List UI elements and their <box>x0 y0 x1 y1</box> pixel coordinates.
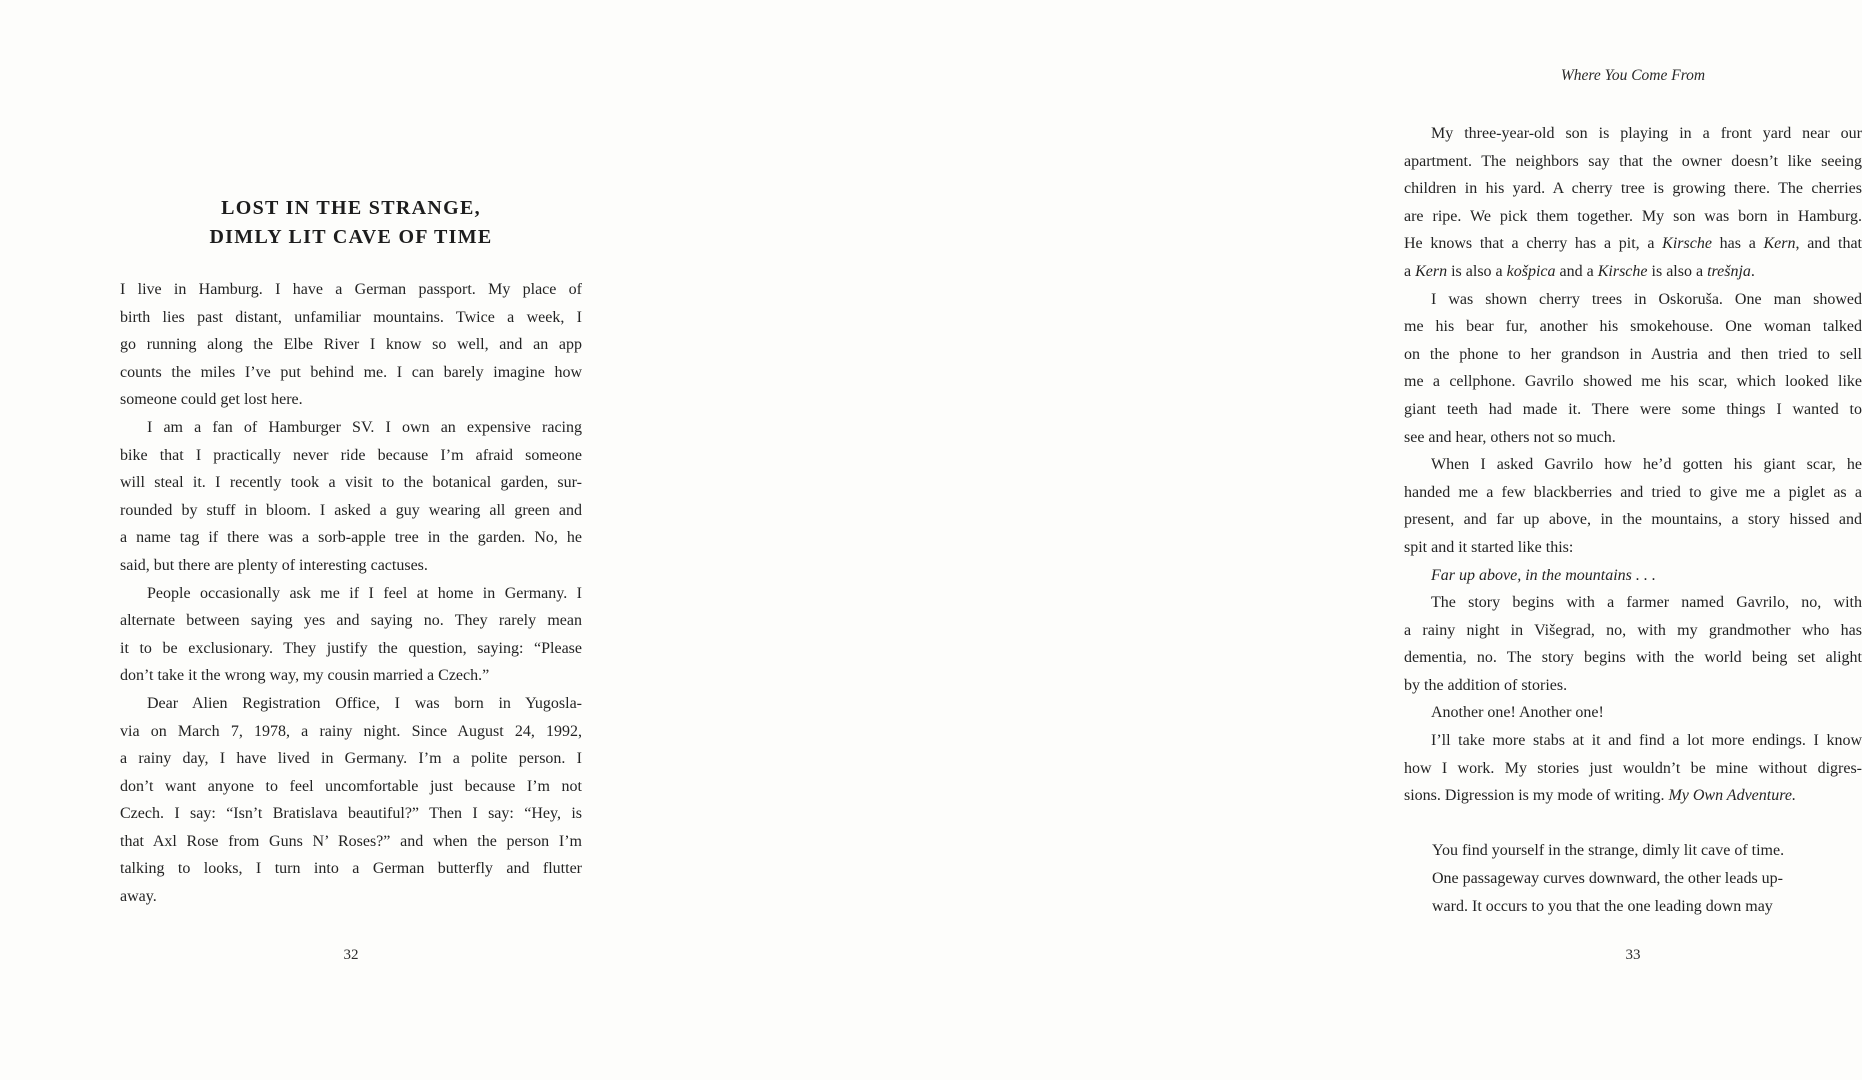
text-run: a name tag if there was a sorb-apple tree in the garden. No, he <box>120 529 582 547</box>
paragraph <box>120 414 582 580</box>
text-line <box>1404 368 1862 396</box>
text-run: apartment. The neighbors say that the owner doesn’t like seeing <box>1404 152 1862 170</box>
text-line <box>120 442 582 470</box>
text-run: You find yourself in the strange, dimly lit cave of time. <box>1432 842 1785 860</box>
text-run: Dear Alien Registration Office, I was born in Yugosla- <box>147 694 582 712</box>
text-line <box>120 718 582 746</box>
text-line <box>1404 424 1862 452</box>
text-run: I am a fan of Hamburger SV. I own an expensive racing <box>147 418 582 436</box>
page-number-right: 33 <box>1625 947 1641 963</box>
text-run: I’ll take more stabs at it and find a lot more endings. I know <box>1431 732 1862 750</box>
text-run: One passageway curves downward, the other leads up- <box>1432 870 1783 888</box>
text-line <box>1404 617 1862 645</box>
text-line <box>120 276 582 304</box>
text-run: bike that I practically never ride because I’m afraid someone <box>120 446 582 464</box>
text-line <box>1404 203 1862 231</box>
text-run: alternate between saying yes and saying no. They rarely mean <box>120 612 582 630</box>
block-quote <box>1432 837 1860 920</box>
text-line <box>1404 727 1862 755</box>
chapter-title-line-2: DIMLY LIT CAVE OF TIME <box>209 226 493 248</box>
text-run: someone could get lost here. <box>120 391 303 409</box>
paragraph <box>120 690 582 911</box>
italic-run: My Own Adventure. <box>1668 787 1796 805</box>
text-line <box>1404 286 1862 314</box>
paragraph <box>1404 286 1862 452</box>
text-run: a rainy night in Višegrad, no, with my grandmother who has <box>1404 621 1862 639</box>
text-line <box>120 745 582 773</box>
text-run: The story begins with a farmer named Gavrilo, no, with <box>1431 594 1862 612</box>
text-line <box>1404 451 1862 479</box>
text-run: a rainy day, I have lived in Germany. I’m a polite person. I <box>120 750 582 768</box>
text-run: via on March 7, 1978, a rainy night. Since August 24, 1992, <box>120 722 582 740</box>
text-run: When I asked Gavrilo how he’d gotten his giant scar, he <box>1431 456 1862 474</box>
text-line <box>1404 699 1862 727</box>
text-line <box>120 828 582 856</box>
text-line <box>1404 672 1862 700</box>
text-run: on the phone to her grandson in Austria and then tried to sell <box>1404 345 1862 363</box>
italic-run: trešnja <box>1707 262 1751 280</box>
text-line <box>120 414 582 442</box>
text-line <box>120 690 582 718</box>
text-run: children in his yard. A cherry tree is growing there. The cherries <box>1404 180 1862 198</box>
text-run: go running along the Elbe River I know so well, and an app <box>120 336 582 354</box>
running-header: Where You Come From <box>1560 67 1706 84</box>
text-line <box>1404 562 1862 590</box>
text-line <box>1404 782 1862 810</box>
text-run: said, but there are plenty of interesting cactuses. <box>120 556 428 574</box>
paragraph <box>1404 451 1862 561</box>
text-line <box>1404 479 1862 507</box>
text-line <box>1404 258 1862 286</box>
text-line <box>1432 837 1860 865</box>
text-run: birth lies past distant, unfamiliar mountains. Twice a week, I <box>120 308 582 326</box>
text-run: me a cellphone. Gavrilo showed me his scar, which looked like <box>1404 373 1862 391</box>
chapter-title <box>120 194 582 252</box>
text-run: see and hear, others not so much. <box>1404 428 1616 446</box>
text-run: don’t take it the wrong way, my cousin married a Czech.” <box>120 667 490 685</box>
text-line <box>120 359 582 387</box>
text-run: talking to looks, I turn into a German butterfly and flutter <box>120 860 582 878</box>
page-right <box>655 0 1862 1080</box>
paragraph <box>1404 699 1862 727</box>
text-run: , and that <box>1795 235 1862 253</box>
text-run: sions. Digression is my mode of writing. <box>1404 787 1669 805</box>
text-run: counts the miles I’ve put behind me. I can barely imagine how <box>120 363 582 381</box>
text-line <box>120 580 582 608</box>
text-run: a <box>1404 262 1416 280</box>
text-run: it to be exclusionary. They justify the question, saying: “Please <box>120 639 582 657</box>
italic-run: Kirsche <box>1597 262 1648 280</box>
paragraph <box>1404 727 1862 810</box>
text-line <box>1404 506 1862 534</box>
text-line <box>1404 175 1862 203</box>
text-run: spit and it started like this: <box>1404 538 1574 556</box>
text-run: . <box>1750 262 1755 280</box>
text-run: away. <box>120 888 157 906</box>
text-run: is also a <box>1647 262 1708 280</box>
right-page-body-text <box>1404 120 1862 920</box>
text-run: is also a <box>1447 262 1507 280</box>
text-line <box>1404 313 1862 341</box>
text-run: Czech. I say: “Isn’t Bratislava beautiful?” Then I say: “Hey, is <box>120 805 582 823</box>
text-run: that Axl Rose from Guns N’ Roses?” and when the person I’m <box>120 832 582 850</box>
page-left <box>0 0 655 1080</box>
text-run: People occasionally ask me if I feel at home in Germany. I <box>147 584 582 602</box>
text-line <box>120 800 582 828</box>
text-line <box>1404 120 1862 148</box>
paragraph <box>1404 120 1862 286</box>
text-line <box>1404 148 1862 176</box>
paragraph <box>1404 589 1862 699</box>
chapter-title-line-1: LOST IN THE STRANGE, <box>221 197 481 219</box>
text-run: ward. It occurs to you that the one leading down may <box>1432 897 1773 915</box>
text-line <box>1404 341 1862 369</box>
text-run: how I work. My stories just wouldn’t be mine without digres- <box>1404 759 1862 777</box>
text-run: I was shown cherry trees in Oskoruša. One man showed <box>1431 290 1862 308</box>
italic-run: Kirsche <box>1662 235 1712 253</box>
text-line <box>1404 644 1862 672</box>
text-line <box>120 331 582 359</box>
text-line <box>120 607 582 635</box>
text-run: handed me a few blackberries and tried to give me a piglet as a <box>1404 483 1862 501</box>
left-page-body-text <box>120 276 582 911</box>
text-line <box>1404 589 1862 617</box>
italic-run: Kern <box>1415 262 1448 280</box>
text-line <box>120 304 582 332</box>
text-line <box>120 883 582 911</box>
text-run: don’t want anyone to feel uncomfortable just because I’m not <box>120 777 582 795</box>
text-run: me his bear fur, another his smokehouse. One woman talked <box>1404 318 1862 336</box>
text-run: by the addition of stories. <box>1404 676 1568 694</box>
text-run: will steal it. I recently took a visit to the botanical garden, sur- <box>120 474 582 492</box>
paragraph <box>120 276 582 414</box>
text-line <box>1404 755 1862 783</box>
italic-run: Far up above, in the mountains . . . <box>1431 566 1656 584</box>
text-line <box>120 662 582 690</box>
paragraph <box>120 580 582 690</box>
paragraph <box>1404 562 1862 590</box>
text-line <box>120 635 582 663</box>
text-line <box>120 386 582 414</box>
text-run: present, and far up above, in the mountains, a story hissed and <box>1404 511 1862 529</box>
text-line <box>120 855 582 883</box>
text-line <box>120 469 582 497</box>
text-run: and a <box>1555 262 1598 280</box>
text-line <box>1432 893 1860 921</box>
page-number-left: 32 <box>343 947 359 963</box>
italic-run: košpica <box>1506 262 1556 280</box>
text-line <box>1404 534 1862 562</box>
text-run: My three-year-old son is playing in a front yard near our <box>1431 125 1862 142</box>
text-run: rounded by stuff in bloom. I asked a guy wearing all green and <box>120 501 582 519</box>
text-line <box>120 773 582 801</box>
text-run: I live in Hamburg. I have a German passport. My place of <box>120 281 582 298</box>
text-run: He knows that a cherry has a pit, a <box>1404 235 1663 253</box>
text-run: has a <box>1711 235 1764 253</box>
text-line <box>1404 230 1862 258</box>
text-run: Another one! Another one! <box>1431 704 1604 722</box>
text-line <box>120 497 582 525</box>
text-run: giant teeth had made it. There were some things I wanted to <box>1404 400 1862 418</box>
text-line <box>120 552 582 580</box>
text-line <box>1432 865 1860 893</box>
italic-run: Kern <box>1763 235 1796 253</box>
text-line <box>120 524 582 552</box>
text-run: dementia, no. The story begins with the world being set alight <box>1404 649 1862 667</box>
text-line <box>1404 396 1862 424</box>
text-run: are ripe. We pick them together. My son was born in Hamburg. <box>1404 207 1862 225</box>
